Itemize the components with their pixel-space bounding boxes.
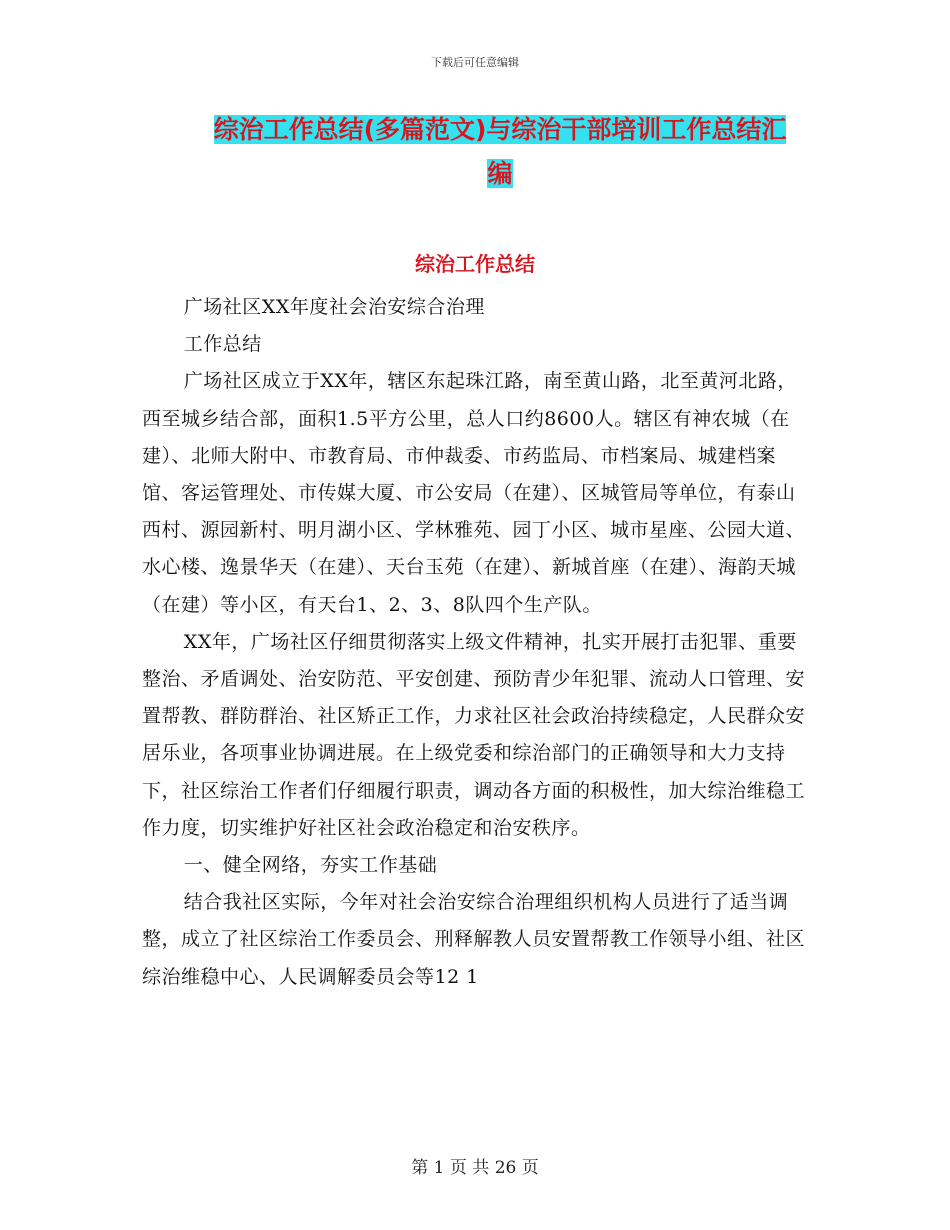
paragraph-overview: XX年，广场社区仔细贯彻落实上级文件精神，扎实开展打击犯罪、重要整治、矛盾调处、治安防范、平安创建、预防青少年犯罪、流动人口管理、安置帮教、群防群治、社区矫正工作，力求社区社会政治持续稳定，人民群众安居乐业，各项事业协调进展。在上级党委和综治部门的正确领导和大力支持下，社区综治工作者们仔细履行职责，调动各方面的积极性，加大综治维稳工作力度，切实维护好社区社会政治稳定和治安秩序。 <box>142 630 806 839</box>
paragraph-network: 结合我社区实际，今年对社会治安综合治理组织机构人员进行了适当调整，成立了社区综治工作委员会、刑释解教人员安置帮教工作领导小组、社区综治维稳中心、人民调解委员会等12 1 <box>142 891 806 988</box>
body-text <box>142 289 814 996</box>
section-title: 综治工作总结 <box>415 252 535 276</box>
paragraph-subtitle-2: 工作总结 <box>183 333 262 356</box>
paragraph-intro: 广场社区成立于XX年，辖区东起珠江路，南至黄山路，北至黄河北路，西至城乡结合部，面积1.5平方公里，总人口约8600人。辖区有神农城（在建）、北师大附中、市教育局、市仲裁委、市药监局、市档案局、城建档案馆、客运管理处、市传媒大厦、市公安局（在建）、区城管局等单位，有泰山西村、源园新村、明月湖小区、学林雅苑、园丁小区、城市星座、公园大道、水心楼、逸景华天（在建）、天台玉苑（在建）、新城首座（在建）、海韵天城（在建）等小区，有天台1、2、3、8队四个生产队。 <box>142 370 806 616</box>
document-title-line-1: 综治工作总结(多篇范文)与综治干部培训工作总结汇 <box>213 115 787 144</box>
paragraph-heading-1: 一、健全网络，夯实工作基础 <box>183 854 438 877</box>
document-title <box>150 108 850 196</box>
paragraph-subtitle: 广场社区XX年度社会治安综合治理 <box>183 296 485 318</box>
header-note: 下载后可任意编辑 <box>431 56 519 69</box>
document-title-line-2: 编 <box>487 159 513 188</box>
page-footer: 第 1 页 共 26 页 <box>411 1158 539 1178</box>
